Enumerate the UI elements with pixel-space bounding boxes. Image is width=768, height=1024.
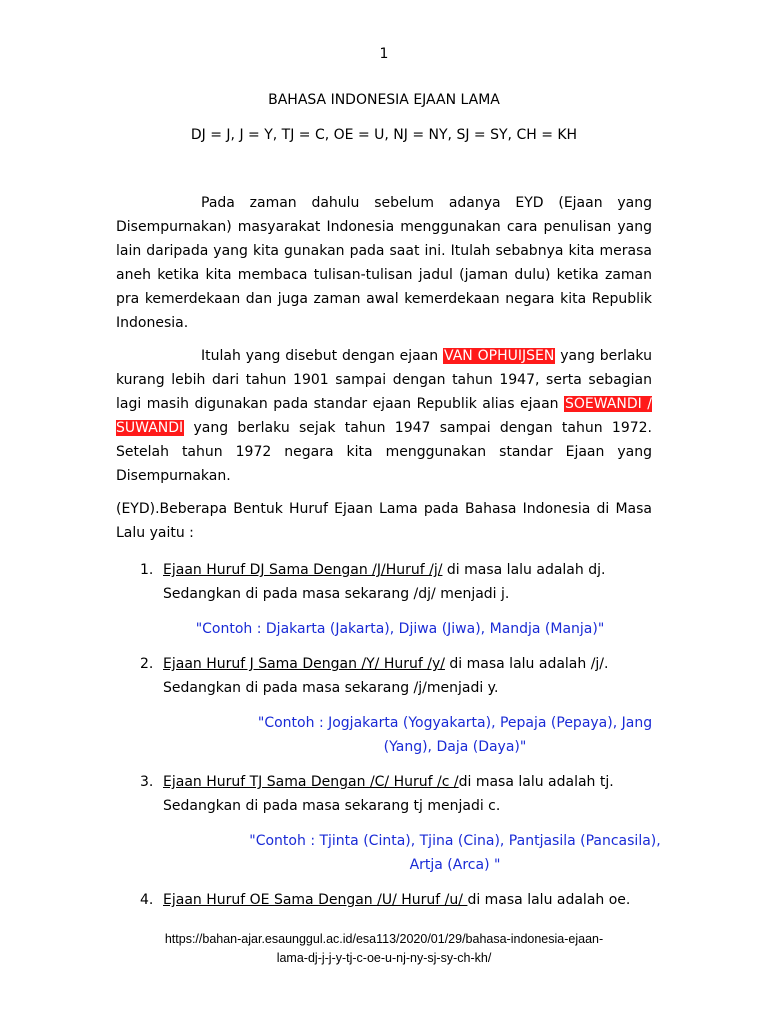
list-item-heading: Ejaan Huruf J Sama Dengan /Y/ Huruf /y/ [163, 656, 445, 672]
list-item-line2: Sedangkan di pada masa sekarang /dj/ menjadi j. [163, 586, 510, 602]
list-item-heading: Ejaan Huruf TJ Sama Dengan /C/ Huruf /c / [163, 774, 459, 790]
list-item-rest: di masa lalu adalah tj. [458, 774, 614, 790]
list-item [163, 770, 655, 818]
list-item-line1 [163, 558, 655, 582]
example-text: "Contoh : Djakarta (Jakarta), Djiwa (Jiwa), Mandja (Manja)" [195, 621, 605, 637]
paragraph-eyd-list-intro: (EYD).Beberapa Bentuk Huruf Ejaan Lama pada Bahasa Indonesia di Masa Lalu yaitu : [116, 501, 652, 541]
list-item-number: 1. [140, 562, 154, 578]
example-line2: Artja (Arca) " [409, 857, 501, 873]
list-item-line2: Sedangkan di pada masa sekarang /j/menjadi y. [163, 680, 499, 696]
list-item-line1 [163, 770, 655, 794]
source-url-line2[interactable]: lama-dj-j-j-y-tj-c-oe-u-nj-ny-sj-sy-ch-kh/ [276, 951, 492, 965]
paragraph-part2: yang berlaku kurang lebih dari tahun 1901 sampai dengan tahun 1947, serta sebagian lagi masih digunakan pada standar ejaan Republik alias ejaan [116, 348, 652, 412]
list-item-line2: Sedangkan di pada masa sekarang tj menjadi c. [163, 798, 501, 814]
spelling-rules-subtitle: DJ = J, J = Y, TJ = C, OE = U, NJ = NY, SJ = SY, CH = KH [190, 127, 578, 143]
example-line1: "Contoh : Tjinta (Cinta), Tjina (Cina), Pantjasila (Pancasila), [249, 833, 661, 849]
list-item-line1 [163, 652, 655, 676]
source-url-line1[interactable]: https://bahan-ajar.esaunggul.ac.id/esa113/2020/01/29/bahasa-indonesia-ejaan- [164, 932, 604, 946]
list-item [163, 558, 655, 606]
page-number: 1 [379, 46, 389, 62]
paragraph-ejaan-history [116, 344, 652, 488]
list-item-number: 4. [140, 892, 154, 908]
list-item-number: 2. [140, 656, 154, 672]
example-text [160, 711, 750, 759]
list-item-heading: Ejaan Huruf OE Sama Dengan /U/ Huruf /u/ [163, 892, 468, 908]
list-item-rest: di masa lalu adalah /j/. [444, 656, 609, 672]
document-title: BAHASA INDONESIA EJAAN LAMA [268, 92, 500, 108]
list-item [163, 888, 655, 912]
list-item-rest: di masa lalu adalah oe. [467, 892, 631, 908]
example-line2: (Yang), Daja (Daya)" [383, 739, 527, 755]
paragraph-intro: Pada zaman dahulu sebelum adanya EYD (Ejaan yang Disempurnakan) masyarakat Indonesia menggunakan cara penulisan yang lain daripada yang kita gunakan pada saat ini. Itulah sebabnya kita merasa aneh ketika kita membaca tulisan-tulisan jadul (jaman dulu) ketika zaman pra kemerdekaan dan juga zaman awal kemerdekaan negara kita Republik Indonesia. [116, 195, 652, 331]
list-item-number: 3. [140, 774, 154, 790]
list-item-heading: Ejaan Huruf DJ Sama Dengan /J/Huruf /j/ [163, 562, 443, 578]
highlight-van-ophuijsen: VAN OPHUIJSEN [444, 348, 555, 364]
list-item-line1 [163, 888, 655, 912]
example-text [160, 829, 750, 877]
example-line1: "Contoh : Jogjakarta (Yogyakarta), Pepaja (Pepaya), Jang [257, 715, 653, 731]
highlight-soewandi: SOEWANDI / SUWANDI [116, 396, 652, 436]
source-url[interactable] [0, 930, 768, 968]
paragraph-part3: yang berlaku sejak tahun 1947 sampai dengan tahun 1972. Setelah tahun 1972 negara kita menggunakan standar Ejaan yang Disempurnakan. [116, 420, 652, 484]
paragraph-part1: Itulah yang disebut dengan ejaan [201, 348, 444, 364]
list-item-rest: di masa lalu adalah dj. [442, 562, 606, 578]
list-item [163, 652, 655, 700]
